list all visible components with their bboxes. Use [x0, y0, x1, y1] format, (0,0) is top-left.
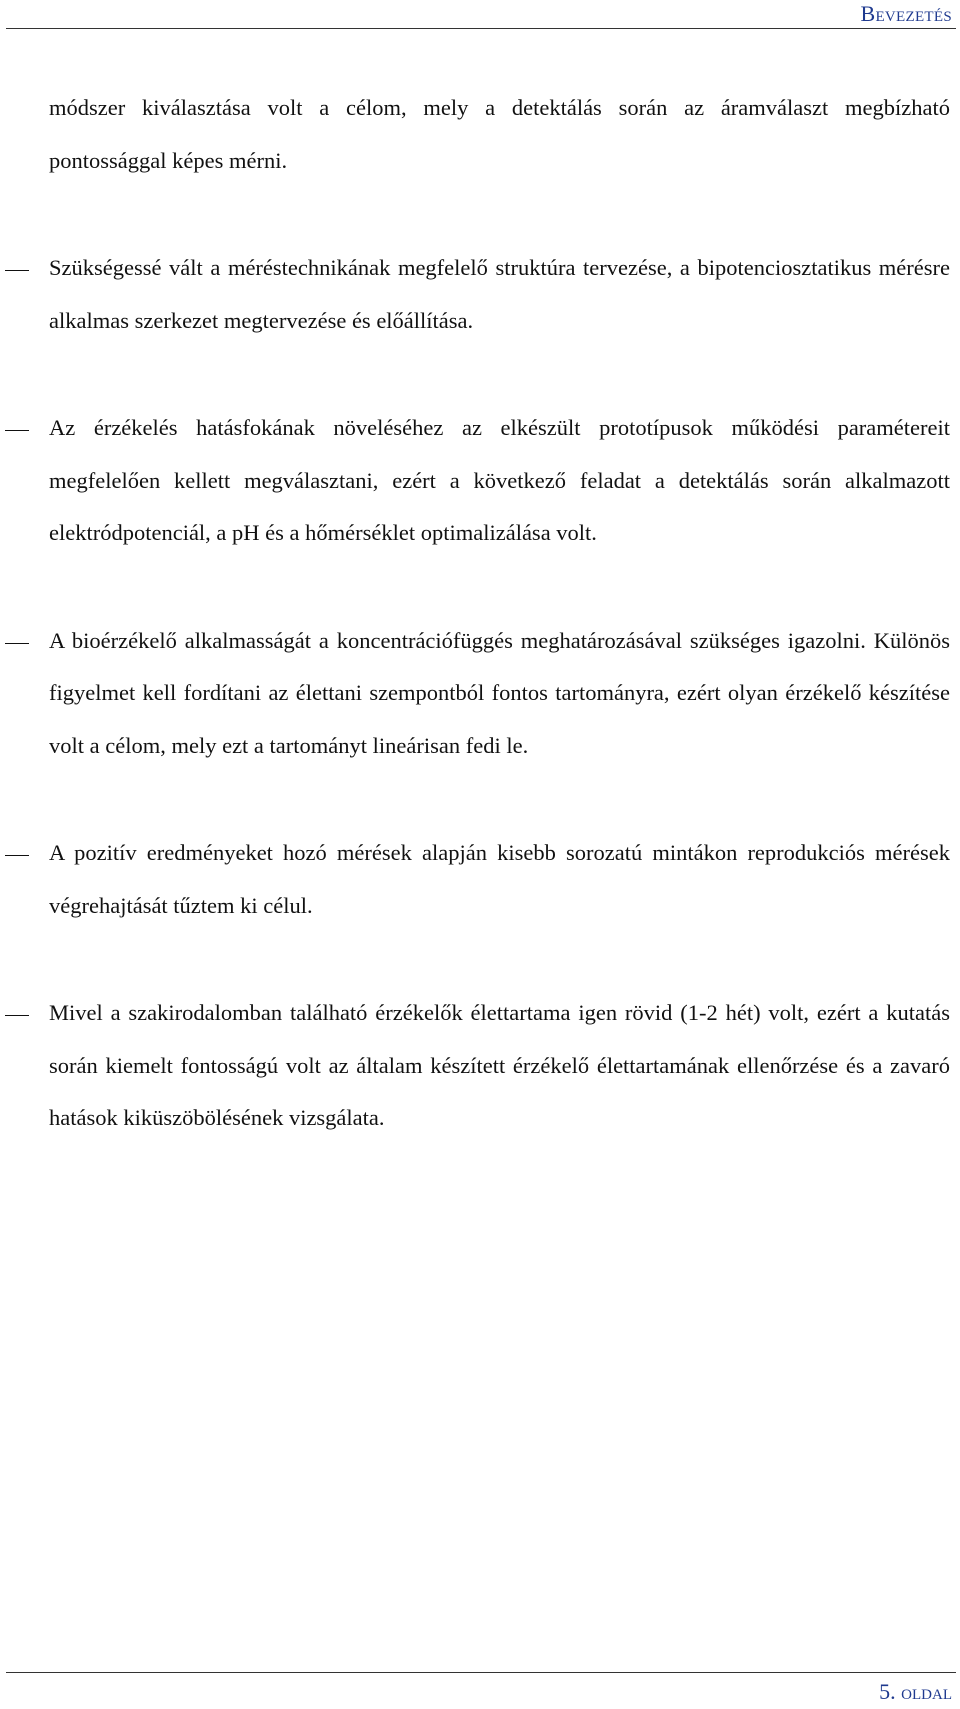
bullet-item	[49, 827, 950, 932]
paragraph-text: módszer kiválasztása volt a célom, mely a detektálás során az áramválaszt megbízható pontossággal képes mérni.	[49, 95, 950, 173]
bullet-item	[49, 402, 950, 560]
document-body	[0, 82, 960, 1145]
bullet-item	[49, 987, 950, 1145]
bullet-text: Az érzékelés hatásfokának növeléséhez az elkészült prototípusok működési paramétereit megfelelően kellett megválasztani, ezért a következő feladat a detektálás során alkalmazott elektródpotenciál, a pH és a hőmérséklet optimalizálása volt.	[49, 415, 950, 545]
bullet-item	[49, 242, 950, 347]
bullet-text: A pozitív eredményeket hozó mérések alapján kisebb sorozatú mintákon reprodukciós mérések végrehajtását tűztem ki célul.	[49, 840, 950, 918]
paragraph-continuation	[49, 82, 950, 187]
page-number: 5. oldal	[879, 1679, 952, 1704]
header-title: Bevezetés	[860, 1, 952, 26]
page-header	[6, 0, 956, 29]
bullet-text: A bioérzékelő alkalmasságát a koncentrációfüggés meghatározásával szükséges igazolni. Különös figyelmet kell fordítani az élettani szempontból fontos tartományra, ezért olyan érzékelő készítése volt a célom, mely ezt a tartományt lineárisan fedi le.	[49, 627, 950, 758]
bullet-item	[49, 615, 950, 773]
page-footer	[6, 1672, 956, 1704]
bullet-text: Szükségessé vált a méréstechnikának megfelelő struktúra tervezése, a bipotenciosztatikus mérésre alkalmas szerkezet megtervezése és előállítása.	[49, 255, 950, 333]
bullet-text: Mivel a szakirodalomban található érzékelők élettartama igen rövid (1-2 hét) volt, ezért a kutatás során kiemelt fontosságú volt az általam készített érzékelő élettartamának ellenőrzése és a zavaró hatások kiküszöbölésének vizsgálata.	[49, 1000, 950, 1130]
